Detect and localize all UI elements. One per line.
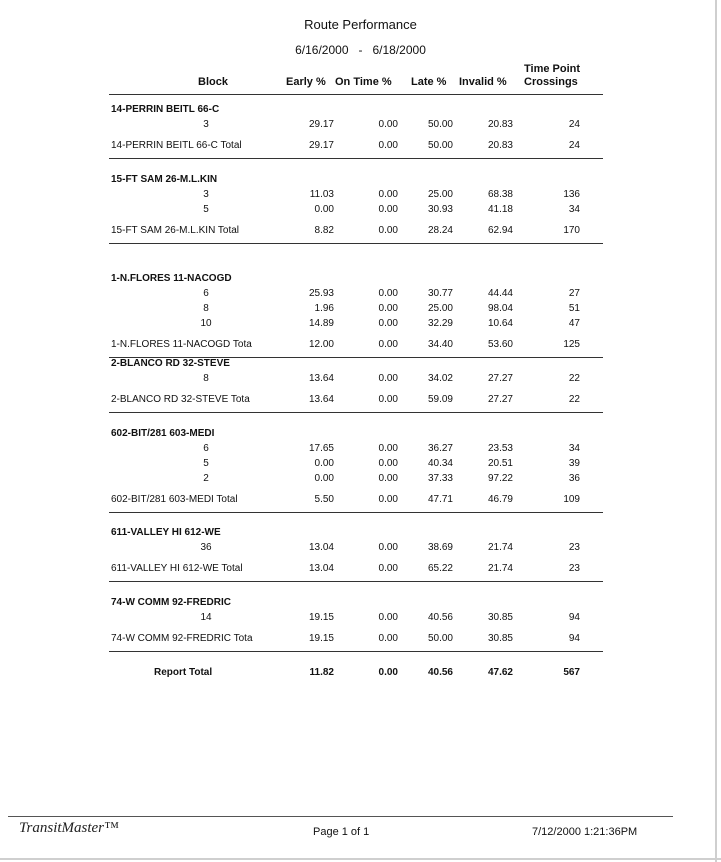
cell-late: 40.56 (427, 612, 453, 623)
total-on-time: 0.00 (378, 563, 398, 574)
cell-late: 50.00 (427, 119, 453, 130)
block-number: 3 (203, 119, 209, 130)
total-invalid: 20.83 (487, 140, 513, 151)
total-on-time: 0.00 (378, 339, 398, 350)
group-total-row (0, 339, 721, 353)
footer-logo: TransitMaster™ (19, 820, 119, 836)
total-early: 29.17 (308, 140, 334, 151)
total-early: 5.50 (314, 494, 334, 505)
header-on-time: On Time % (335, 76, 392, 88)
report-total-early: 11.82 (309, 667, 334, 678)
header-invalid: Invalid % (459, 76, 507, 88)
cell-on-time: 0.00 (378, 443, 398, 454)
cell-crossings: 24 (568, 119, 580, 130)
total-invalid: 21.74 (487, 563, 513, 574)
cell-early: 1.96 (314, 303, 334, 314)
route-name: 15-FT SAM 26-M.L.KIN (111, 174, 218, 185)
report-total-invalid: 47.62 (487, 667, 513, 678)
group-heading (0, 527, 721, 541)
total-crossings: 22 (568, 394, 580, 405)
total-crossings: 125 (563, 339, 580, 350)
block-number: 36 (200, 542, 212, 553)
cell-invalid: 20.83 (487, 119, 513, 130)
cell-invalid: 68.38 (487, 189, 513, 200)
cell-late: 37.33 (427, 473, 453, 484)
total-crossings: 24 (568, 140, 580, 151)
group-heading (0, 597, 721, 611)
cell-early: 0.00 (314, 458, 334, 469)
route-name: 14-PERRIN BEITL 66-C (111, 104, 220, 115)
cell-invalid: 10.64 (487, 318, 513, 329)
cell-early: 0.00 (314, 473, 334, 484)
cell-late: 25.00 (427, 303, 453, 314)
group-total-label: 1-N.FLORES 11-NACOGD Tota (111, 339, 252, 350)
total-invalid: 62.94 (487, 225, 513, 236)
block-number: 3 (203, 189, 209, 200)
cell-late: 30.77 (427, 288, 453, 299)
cell-early: 19.15 (308, 612, 334, 623)
total-late: 47.71 (427, 494, 453, 505)
cell-on-time: 0.00 (378, 612, 398, 623)
total-invalid: 53.60 (487, 339, 513, 350)
cell-invalid: 98.04 (487, 303, 513, 314)
cell-late: 30.93 (427, 204, 453, 215)
cell-early: 17.65 (308, 443, 334, 454)
group-total-row (0, 394, 721, 408)
block-number: 10 (200, 318, 212, 329)
block-number: 5 (203, 204, 209, 215)
header-block: Block (198, 76, 228, 88)
cell-early: 13.64 (308, 373, 334, 384)
cell-on-time: 0.00 (378, 189, 398, 200)
table-row (0, 318, 721, 332)
cell-on-time: 0.00 (378, 373, 398, 384)
cell-late: 40.34 (427, 458, 453, 469)
total-late: 28.24 (427, 225, 453, 236)
total-early: 8.82 (314, 225, 334, 236)
header-late: Late % (411, 76, 447, 88)
total-crossings: 23 (568, 563, 580, 574)
cell-early: 11.03 (309, 189, 334, 200)
total-early: 13.04 (308, 563, 334, 574)
group-heading (0, 428, 721, 442)
total-crossings: 170 (563, 225, 580, 236)
report-total-label: Report Total (154, 667, 213, 678)
total-late: 50.00 (427, 633, 453, 644)
total-early: 13.64 (308, 394, 334, 405)
block-number: 8 (203, 303, 209, 314)
cell-crossings: 94 (568, 612, 580, 623)
total-crossings: 94 (568, 633, 580, 644)
table-row (0, 542, 721, 556)
total-invalid: 30.85 (487, 633, 513, 644)
cell-on-time: 0.00 (378, 119, 398, 130)
cell-crossings: 51 (568, 303, 580, 314)
header-crossings-bottom: Crossings (524, 76, 578, 88)
cell-early: 25.93 (308, 288, 334, 299)
header-early: Early % (286, 76, 326, 88)
group-divider (109, 412, 603, 413)
block-number: 6 (203, 288, 209, 299)
report-total-on-time: 0.00 (378, 667, 398, 678)
cell-early: 0.00 (314, 204, 334, 215)
cell-crossings: 136 (563, 189, 580, 200)
table-row (0, 303, 721, 317)
table-row (0, 373, 721, 387)
table-row (0, 119, 721, 133)
total-late: 50.00 (427, 140, 453, 151)
cell-invalid: 44.44 (487, 288, 513, 299)
cell-on-time: 0.00 (378, 303, 398, 314)
group-heading (0, 104, 721, 118)
total-early: 12.00 (308, 339, 334, 350)
cell-invalid: 41.18 (487, 204, 513, 215)
header-rule (109, 94, 603, 95)
group-divider (109, 512, 603, 513)
block-number: 6 (203, 443, 209, 454)
block-number: 8 (203, 373, 209, 384)
cell-on-time: 0.00 (378, 288, 398, 299)
cell-late: 32.29 (427, 318, 453, 329)
report-title: Route Performance (304, 17, 417, 32)
cell-crossings: 22 (568, 373, 580, 384)
group-heading (0, 358, 721, 372)
total-invalid: 46.79 (487, 494, 513, 505)
group-divider (109, 581, 603, 582)
cell-late: 36.27 (427, 443, 453, 454)
route-name: 1-N.FLORES 11-NACOGD (111, 273, 232, 284)
group-total-row (0, 225, 721, 239)
table-row (0, 443, 721, 457)
group-total-label: 602-BIT/281 603-MEDI Total (111, 494, 238, 505)
cell-crossings: 34 (568, 204, 580, 215)
block-number: 5 (203, 458, 209, 469)
total-late: 34.40 (427, 339, 453, 350)
total-on-time: 0.00 (378, 494, 398, 505)
cell-on-time: 0.00 (378, 542, 398, 553)
total-on-time: 0.00 (378, 140, 398, 151)
date-range: 6/16/2000 - 6/18/2000 (295, 43, 426, 57)
table-row (0, 612, 721, 626)
group-total-label: 15-FT SAM 26-M.L.KIN Total (111, 225, 240, 236)
group-total-row (0, 140, 721, 154)
group-total-label: 611-VALLEY HI 612-WE Total (111, 563, 243, 574)
page-indicator: Page 1 of 1 (313, 826, 370, 838)
cell-invalid: 23.53 (487, 443, 513, 454)
report-total-crossings: 567 (563, 667, 580, 678)
cell-crossings: 36 (568, 473, 580, 484)
group-total-row (0, 563, 721, 577)
cell-early: 29.17 (308, 119, 334, 130)
table-row (0, 473, 721, 487)
group-total-label: 14-PERRIN BEITL 66-C Total (111, 140, 242, 151)
cell-late: 34.02 (427, 373, 453, 384)
group-total-label: 2-BLANCO RD 32-STEVE Tota (111, 394, 250, 405)
report-total-late: 40.56 (427, 667, 453, 678)
group-heading (0, 273, 721, 287)
group-divider (109, 243, 603, 244)
table-row (0, 189, 721, 203)
cell-invalid: 20.51 (487, 458, 513, 469)
cell-late: 38.69 (427, 542, 453, 553)
cell-crossings: 34 (568, 443, 580, 454)
cell-invalid: 30.85 (487, 612, 513, 623)
table-row (0, 288, 721, 302)
group-divider (109, 158, 603, 159)
route-name: 602-BIT/281 603-MEDI (111, 428, 215, 439)
cell-early: 14.89 (308, 318, 334, 329)
total-late: 59.09 (427, 394, 453, 405)
total-on-time: 0.00 (378, 394, 398, 405)
total-on-time: 0.00 (378, 225, 398, 236)
cell-crossings: 23 (568, 542, 580, 553)
route-name: 74-W COMM 92-FREDRIC (111, 597, 232, 608)
cell-crossings: 47 (568, 318, 580, 329)
group-total-row (0, 633, 721, 647)
cell-invalid: 21.74 (487, 542, 513, 553)
page-edge-bottom (0, 858, 721, 860)
cell-invalid: 97.22 (487, 473, 513, 484)
route-name: 611-VALLEY HI 612-WE (111, 527, 221, 538)
cell-crossings: 39 (568, 458, 580, 469)
header-crossings-top: Time Point (524, 63, 581, 75)
total-crossings: 109 (563, 494, 580, 505)
block-number: 14 (200, 612, 212, 623)
group-total-row (0, 494, 721, 508)
route-name: 2-BLANCO RD 32-STEVE (111, 358, 230, 369)
cell-late: 25.00 (427, 189, 453, 200)
cell-invalid: 27.27 (487, 373, 513, 384)
group-total-label: 74-W COMM 92-FREDRIC Tota (111, 633, 253, 644)
table-row (0, 204, 721, 218)
cell-on-time: 0.00 (378, 473, 398, 484)
footer-rule (8, 816, 673, 817)
cell-crossings: 27 (568, 288, 580, 299)
cell-early: 13.04 (308, 542, 334, 553)
total-on-time: 0.00 (378, 633, 398, 644)
group-heading (0, 174, 721, 188)
cell-on-time: 0.00 (378, 458, 398, 469)
total-early: 19.15 (308, 633, 334, 644)
print-timestamp: 7/12/2000 1:21:36PM (532, 826, 638, 838)
cell-on-time: 0.00 (378, 318, 398, 329)
block-number: 2 (203, 473, 209, 484)
report-total-row (0, 667, 721, 681)
total-invalid: 27.27 (487, 394, 513, 405)
total-late: 65.22 (427, 563, 453, 574)
group-divider (109, 651, 603, 652)
table-row (0, 458, 721, 472)
cell-on-time: 0.00 (378, 204, 398, 215)
